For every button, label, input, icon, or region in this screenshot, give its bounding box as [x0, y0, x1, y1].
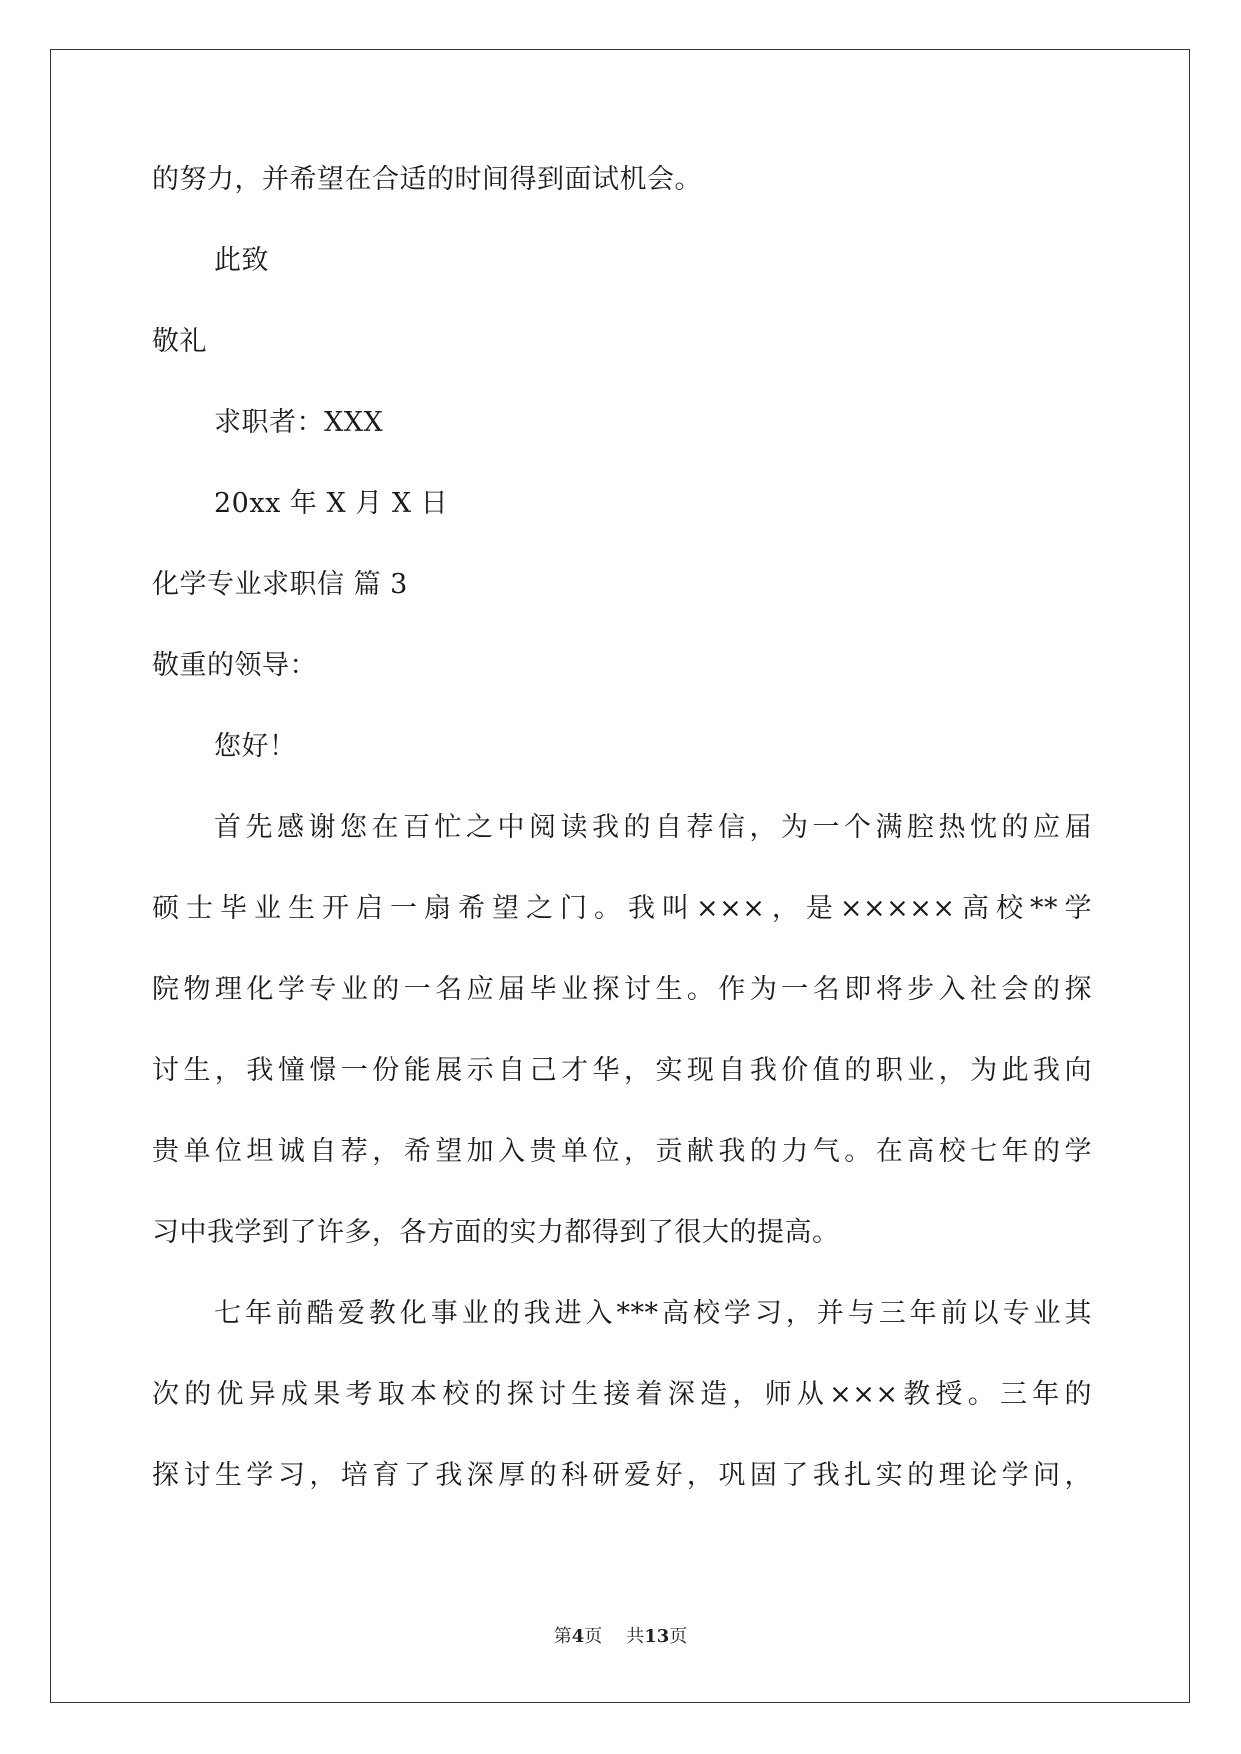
signature-line: 求职者：XXX — [214, 407, 384, 438]
greeting: 您好！ — [214, 731, 297, 762]
closing-regards: 敬礼 — [152, 326, 207, 357]
page-footer — [0, 1622, 1241, 1648]
paragraph-line: 次的优异成果考取本校的探讨生接着深造，师从×××教授。三年的 — [152, 1379, 1092, 1410]
document-body — [152, 162, 1092, 1539]
paragraph-line: 贵单位坦诚自荐，希望加入贵单位，贡献我的力气。在高校七年的学 — [152, 1136, 1092, 1167]
section-title: 化学专业求职信 篇 3 — [152, 569, 408, 600]
paragraph-line: 七年前酷爱教化事业的我进入***高校学习，并与三年前以专业其 — [214, 1298, 1092, 1329]
paragraph-line: 习中我学到了许多，各方面的实力都得到了很大的提高。 — [152, 1217, 840, 1248]
closing-salutation: 此致 — [214, 245, 269, 276]
paragraph-line: 首先感谢您在百忙之中阅读我的自荐信，为一个满腔热忱的应届 — [214, 812, 1092, 843]
total-pages-suffix: 页 — [669, 1626, 688, 1647]
paragraph-line: 院物理化学专业的一名应届毕业探讨生。作为一名即将步入社会的探 — [152, 974, 1092, 1005]
page-number-prefix: 第 — [553, 1626, 572, 1647]
paragraph-line: 讨生，我憧憬一份能展示自己才华，实现自我价值的职业，为此我向 — [152, 1055, 1092, 1086]
total-pages-prefix: 共 — [626, 1626, 645, 1647]
paragraph-line: 探讨生学习，培育了我深厚的科研爱好，巩固了我扎实的理论学问， — [152, 1460, 1092, 1491]
date-line: 20xx 年 X 月 X 日 — [214, 488, 449, 519]
greeting-recipient: 敬重的领导： — [152, 650, 317, 681]
paragraph-line: 硕士毕业生开启一扇希望之门。我叫×××，是×××××高校**学 — [152, 893, 1092, 924]
page-number-suffix: 页 — [584, 1626, 603, 1647]
paragraph-line: 的努力，并希望在合适的时间得到面试机会。 — [152, 164, 702, 195]
total-pages-number: 13 — [644, 1626, 670, 1647]
current-page-number: 4 — [571, 1626, 585, 1647]
